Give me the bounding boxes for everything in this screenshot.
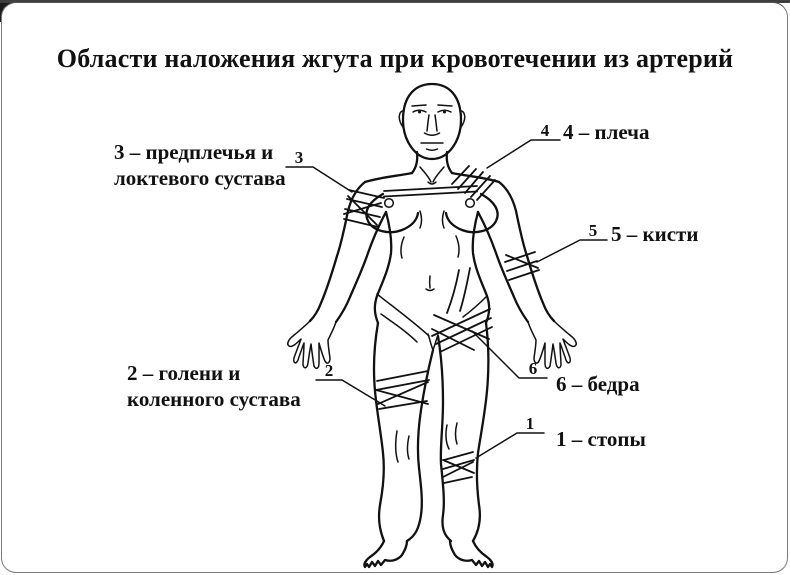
leader-line-5 [537, 240, 607, 262]
figure-neck-shoulders [365, 152, 499, 184]
leader-number-4: 4 [540, 121, 550, 140]
label-thigh: 6 – бедра [556, 372, 640, 396]
leader-numbers [295, 121, 598, 433]
figure-feet [364, 541, 492, 567]
label-forearm-elbow [114, 139, 286, 191]
leader-number-5: 5 [588, 221, 598, 240]
right-nipple [466, 199, 475, 208]
label-shin-knee [127, 360, 301, 412]
chest-strap [384, 186, 477, 197]
leader-line-1 [476, 433, 544, 458]
leader-number-6: 6 [528, 359, 538, 378]
tourniquet-forearm-elbow [344, 190, 384, 227]
label-shin-knee-line1: 2 – голени и [127, 361, 241, 385]
figure-face [412, 105, 452, 150]
leader-number-3: 3 [294, 148, 304, 167]
label-hand: 5 – кисти [611, 222, 699, 246]
figure-pelvis [377, 294, 487, 350]
figure-arms [310, 182, 554, 322]
tourniquet-thigh [432, 268, 492, 352]
page-title: Области наложения жгута при кровотечении из артерий [56, 44, 734, 73]
label-forearm-elbow-line1: 3 – предплечья и [114, 140, 274, 164]
leader-line-3 [286, 167, 352, 192]
leader-number-1: 1 [525, 414, 535, 433]
label-shin-knee-line2: коленного сустава [127, 387, 301, 411]
leader-line-4 [487, 140, 560, 168]
tourniquet-shoulder [452, 166, 495, 200]
label-foot: 1 – стопы [556, 427, 646, 451]
tourniquet-foot [443, 452, 474, 483]
leader-number-2: 2 [324, 361, 334, 380]
left-nipple [385, 199, 394, 208]
figure-legs [374, 323, 488, 541]
label-forearm-elbow-line2: локтевого сустава [114, 166, 286, 190]
figure-head [399, 84, 464, 159]
label-shoulder: 4 – плеча [563, 120, 650, 144]
